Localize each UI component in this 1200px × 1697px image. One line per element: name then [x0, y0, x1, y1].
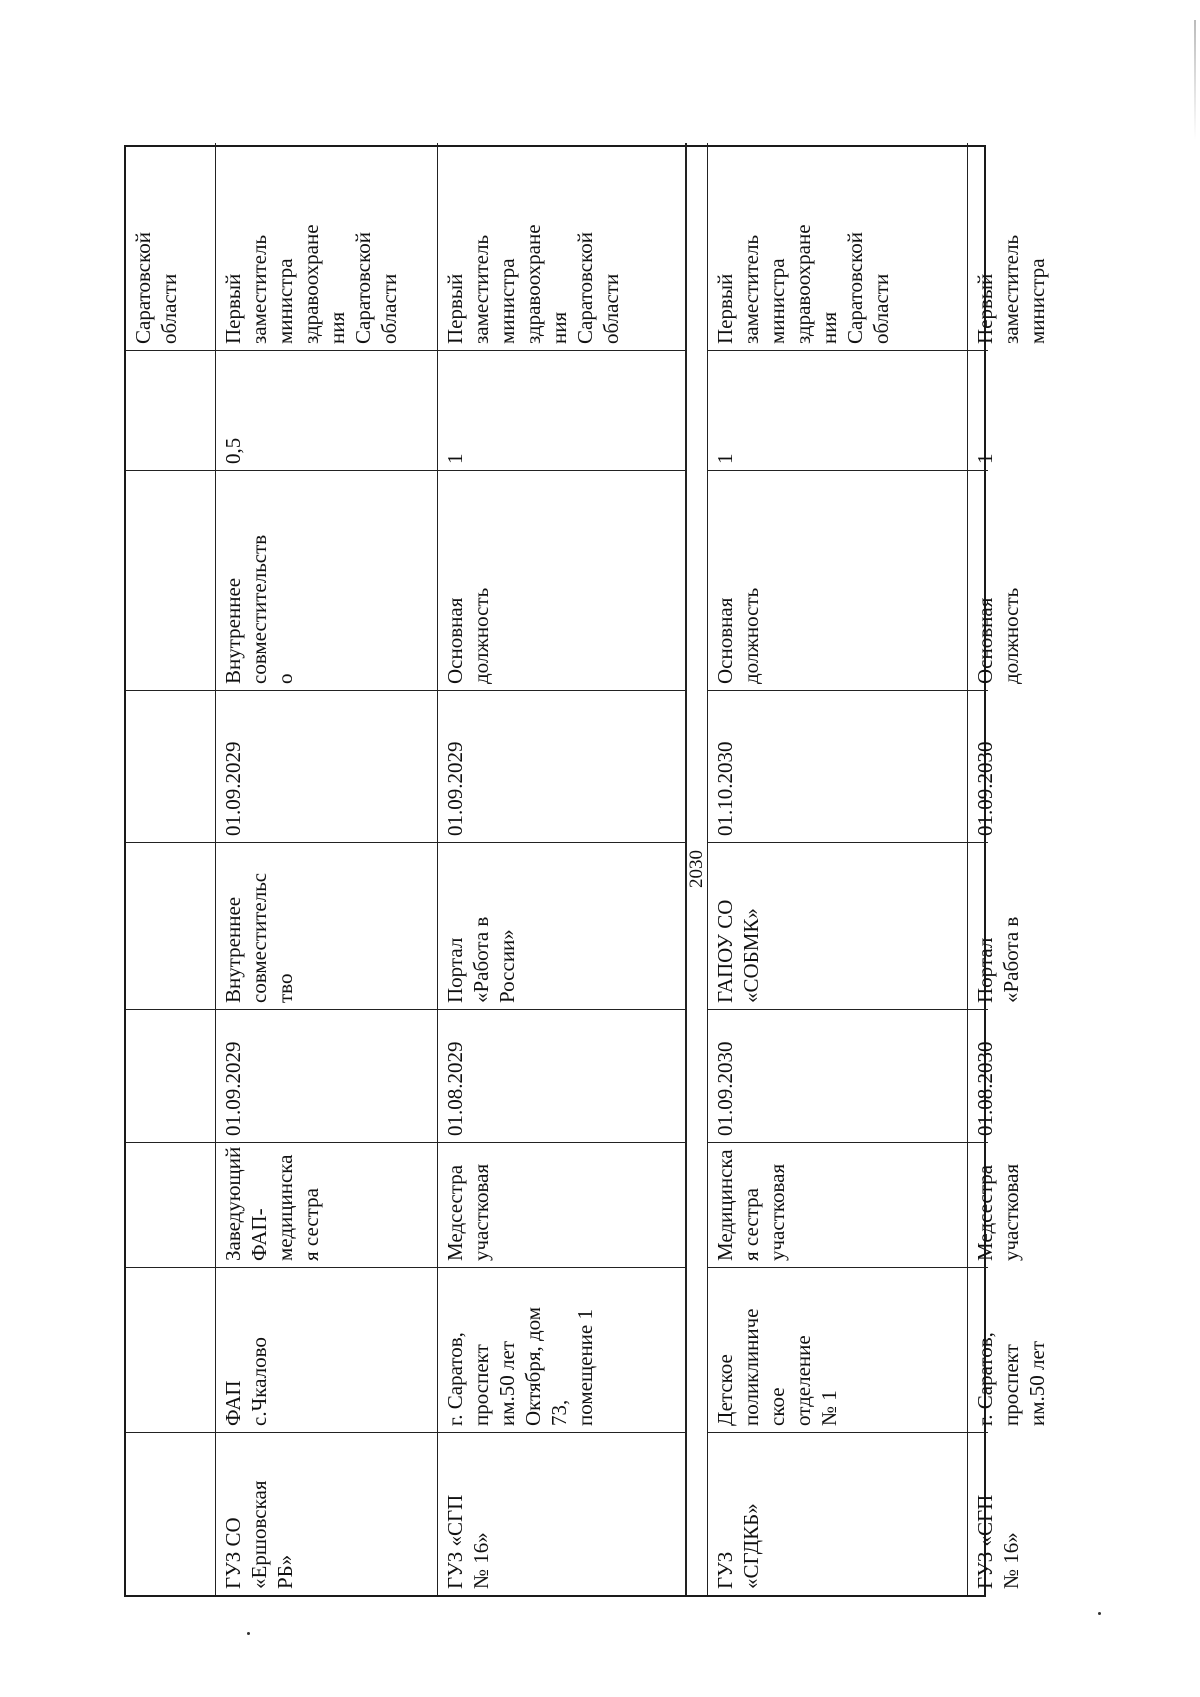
- table-cell-responsible: Саратовской области: [126, 143, 216, 350]
- table-cell-date: 01.09.2029: [438, 690, 686, 842]
- table-cell-position: Медицинска я сестра участковая: [708, 1142, 968, 1267]
- scan-speck: [247, 1632, 250, 1635]
- table-cell-date: 01.09.2030: [968, 690, 988, 842]
- table-cell-responsible: Первый заместитель министра здравоохране ния Саратовской области: [438, 143, 686, 350]
- table-cell: [126, 690, 216, 842]
- table-cell: [126, 1267, 216, 1432]
- table-cell-source: Портал «Работа в России»: [438, 842, 686, 1009]
- table-cell-subdivision: г. Саратов, проспект им.50 лет Октября, дом 73, помещение 1: [438, 1267, 686, 1432]
- staffing-table: [124, 145, 1049, 1597]
- table-cell-responsible: Первый заместитель министра: [973, 234, 1049, 344]
- table-cell-position: Медсестра участковая: [438, 1142, 686, 1267]
- table-cell-rate: 1: [438, 350, 686, 470]
- table-cell-rate: 1: [968, 350, 988, 470]
- table-cell-date: 01.09.2029: [216, 690, 438, 842]
- table-cell-source: Внутреннее совместительс тво: [216, 842, 438, 1009]
- table-cell-employment-type: Основная должность: [968, 470, 988, 690]
- table-cell-position: Медсестра участковая: [968, 1142, 988, 1267]
- table-cell: [126, 1142, 216, 1267]
- table-cell-date: 01.08.2029: [438, 1009, 686, 1142]
- table-cell-responsible: Первый заместитель министра здравоохране ния Саратовской области: [708, 143, 968, 350]
- year-separator: 2030: [686, 143, 708, 1595]
- table-cell-subdivision: Детское поликлиниче ское отделение № 1: [708, 1267, 968, 1432]
- table-cell-organization: ГУЗ СО «Ершовская РБ»: [216, 1432, 438, 1595]
- table-cell-position: Заведующий ФАП- медицинска я сестра: [216, 1142, 438, 1267]
- table-cell-organization: ГУЗ «СГП № 16»: [438, 1432, 686, 1595]
- table-cell-date: 01.08.2030: [968, 1009, 988, 1142]
- scan-edge-mark: [1194, 20, 1196, 140]
- table-cell-rate: 0,5: [216, 350, 438, 470]
- table-cell: [126, 1009, 216, 1142]
- table-cell-subdivision: ФАП с.Чкалово: [216, 1267, 438, 1432]
- table-cell: [126, 1432, 216, 1595]
- table-cell-date: 01.09.2030: [708, 1009, 968, 1142]
- table-cell-employment-type: Внутреннее совместительств о: [216, 470, 438, 690]
- table-cell: [126, 470, 216, 690]
- table-cell-rate: 1: [708, 350, 968, 470]
- table-cell-responsible: Первый заместитель министра здравоохране ния Саратовской области: [216, 143, 438, 350]
- table-cell-employment-type: Основная должность: [438, 470, 686, 690]
- table-cell: [126, 350, 216, 470]
- table-cell-date: 01.10.2030: [708, 690, 968, 842]
- table-cell-subdivision: г. Саратов, проспект им.50 лет: [968, 1267, 988, 1432]
- table-cell-organization: ГУЗ «СГП № 16»: [968, 1432, 988, 1595]
- table-cell-organization: ГУЗ «СГДКБ»: [708, 1432, 968, 1595]
- table-cell-date: 01.09.2029: [216, 1009, 438, 1142]
- scan-speck: [1098, 1612, 1101, 1615]
- table-cell-employment-type: Основная должность: [708, 470, 968, 690]
- table-cell: [126, 842, 216, 1009]
- table-cell-source: Портал «Работа в: [968, 842, 988, 1009]
- table-cell-source: ГАПОУ СО «СОБМК»: [708, 842, 968, 1009]
